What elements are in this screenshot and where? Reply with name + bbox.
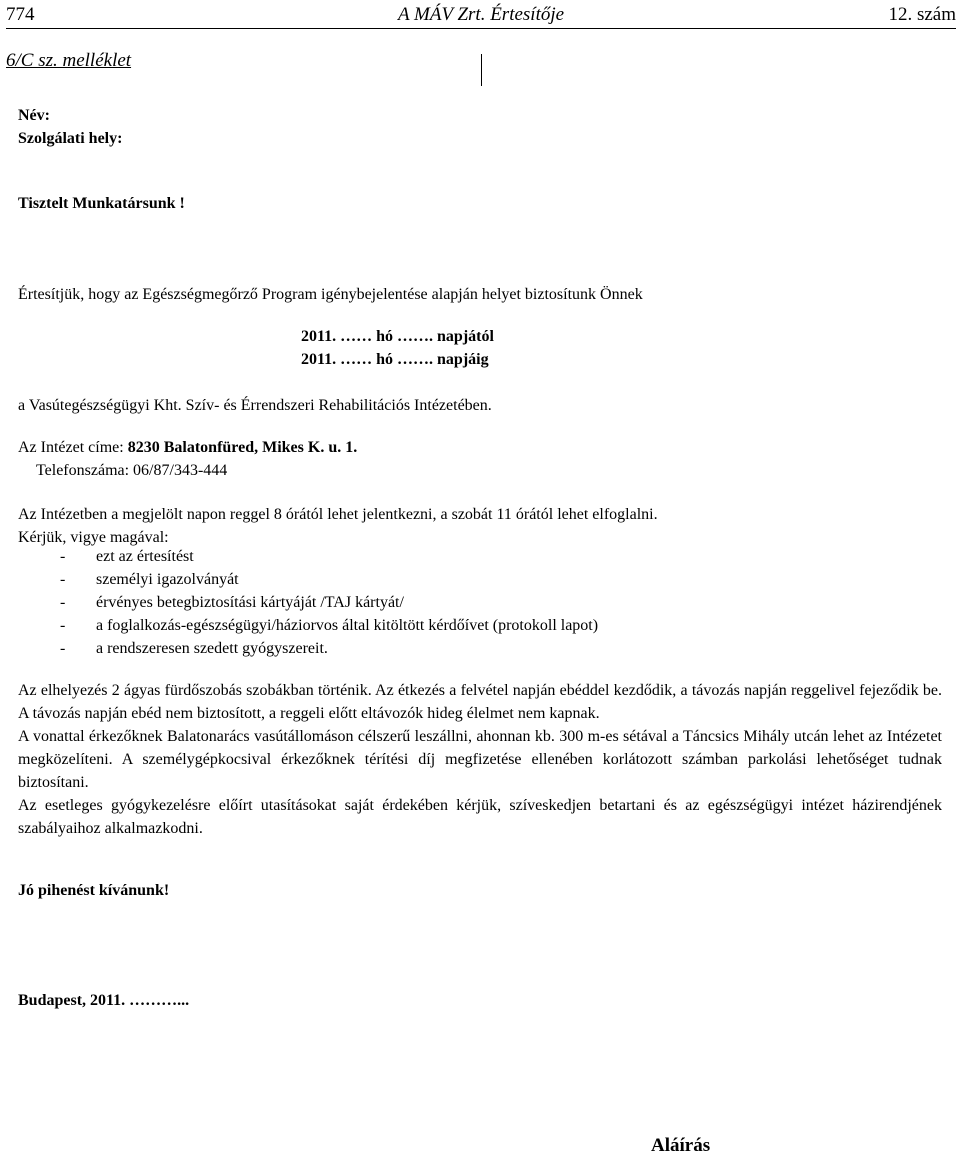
bring-intro: Kérjük, vigye magával: [18,529,169,546]
issue-number: 12. szám [888,4,956,25]
vertical-divider [481,54,482,86]
annex-label: 6/C sz. melléklet [6,50,132,71]
date-to: 2011. …… hó ……. napjáig [301,351,489,368]
journal-title: A MÁV Zrt. Értesítője [398,4,565,25]
accommodation-paragraph: Az elhelyezés 2 ágyas fürdőszobás szobákban történik. Az étkezés a felvétel napján ebéddel kezdődik, a távozás napján reggelivel fejeződik be. A távozás napján ebéd nem biztosított, a reggeli előtt eltávozók hideg élelmet nem kapnak. [18,682,942,722]
name-label: Név: [18,107,50,124]
list-dash: - [60,571,66,588]
address-line [18,436,357,459]
list-dash: - [60,617,66,634]
date-from: 2011. …… hó ……. napjától [301,328,494,345]
salutation: Tisztelt Munkatársunk ! [18,195,185,212]
intro-text: Értesítjük, hogy az Egészségmegőrző Program igénybejelentése alapján helyet biztosítunk Önnek [18,286,643,303]
workplace-label: Szolgálati hely: [18,130,123,147]
list-dash: - [60,548,66,565]
page-header [6,4,956,29]
list-dash: - [60,594,66,611]
address-label: Az Intézet címe: [18,439,128,456]
place-date: Budapest, 2011. ………... [18,992,190,1009]
institute-line: a Vasútegészségügyi Kht. Szív- és Érrendszeri Rehabilitációs Intézetében. [18,397,492,414]
travel-paragraph: A vonattal érkezőknek Balatonarács vasútállomáson célszerű leszállni, ahonnan kb. 300 m-es sétával a Táncsics Mihály utcán lehet az Intézetet megközelíteni. A személygépkocsival érkezőknek térítési díj megfizetése ellenében korlátozott számban parkolási lehetőséget tudnak biztosítani. [18,728,942,791]
list-dash: - [60,640,66,657]
signature-label: Aláírás [651,1135,711,1156]
closing-line: Jó pihenést kívánunk! [18,882,170,899]
checkin-line: Az Intézetben a megjelölt napon reggel 8 órától lehet jelentkezni, a szobát 11 órától lehet elfoglalni. [18,506,658,523]
phone-line: Telefonszáma: 06/87/343-444 [36,462,228,479]
document-page: 774 A MÁV Zrt. Értesítője 12. szám 6/C sz. melléklet Név: Szolgálati hely: Tisztelt Munkatársunk ! Értesítjük, hogy az Egészségmegőrző Program igénybejelentése alapján helyet biztosítunk Önnek 2011. …… hó ……. napjától 2011. …… hó ……. napjáig a Vasútegészségügyi Kht. Szív- és Érrendszeri Rehabilitációs Intézetében. Az Intézet címe: 8230 Balatonfüred, Mikes K. u. 1. Telefonszáma: 06/87/343-444 Az Intézetben a megjelölt napon reggel 8 órától lehet jelentkezni, a szobát 11 órától lehet elfoglalni. Kérjük, vigye magával: - ezt az értesítést - személyi igazolványát - érvényes betegbiztosítási kártyáját /TAJ kártyát/ - a foglalkozás-egészségügyi/háziorvos által kitöltött kérdőívet (protokoll lapot) - a rendszeresen szedett gyógyszereit. Az elhelyezés 2 ágyas fürdőszobás szobákban történik. Az étkezés a felvétel napján ebéddel kezdődik, a távozás napján reggelivel fejeződik be. A távozás napján ebéd nem biztosított, a reggeli előtt eltávozók hideg élelmet nem kapnak. A vonattal érkezőknek Balatonarács vasútállomáson célszerű leszállni, ahonnan kb. 300 m-es sétával a Táncsics Mihály utcán lehet az Intézetet megközelíteni. A személygépkocsival érkezőknek térítési díj megfizetése ellenében korlátozott számban parkolási lehetőséget tudnak biztosítani. Az esetleges gyógykezelésre előírt utasításokat saját érdekében kérjük, szíveskedjen betartani és az egészségügyi intézet házirendjének szabályaihoz alkalmazkodni. Jó pihenést kívánunk! Budapest, 2011. ………... Aláírás [6,4,956,1156]
page-number: 774 [6,4,35,25]
address-value: 8230 Balatonfüred, Mikes K. u. 1. [127,439,358,456]
rules-paragraph: Az esetleges gyógykezelésre előírt utasításokat saját érdekében kérjük, szíveskedjen betartani és az egészségügyi intézet házirendjének szabályaihoz alkalmazkodni. [18,797,942,837]
